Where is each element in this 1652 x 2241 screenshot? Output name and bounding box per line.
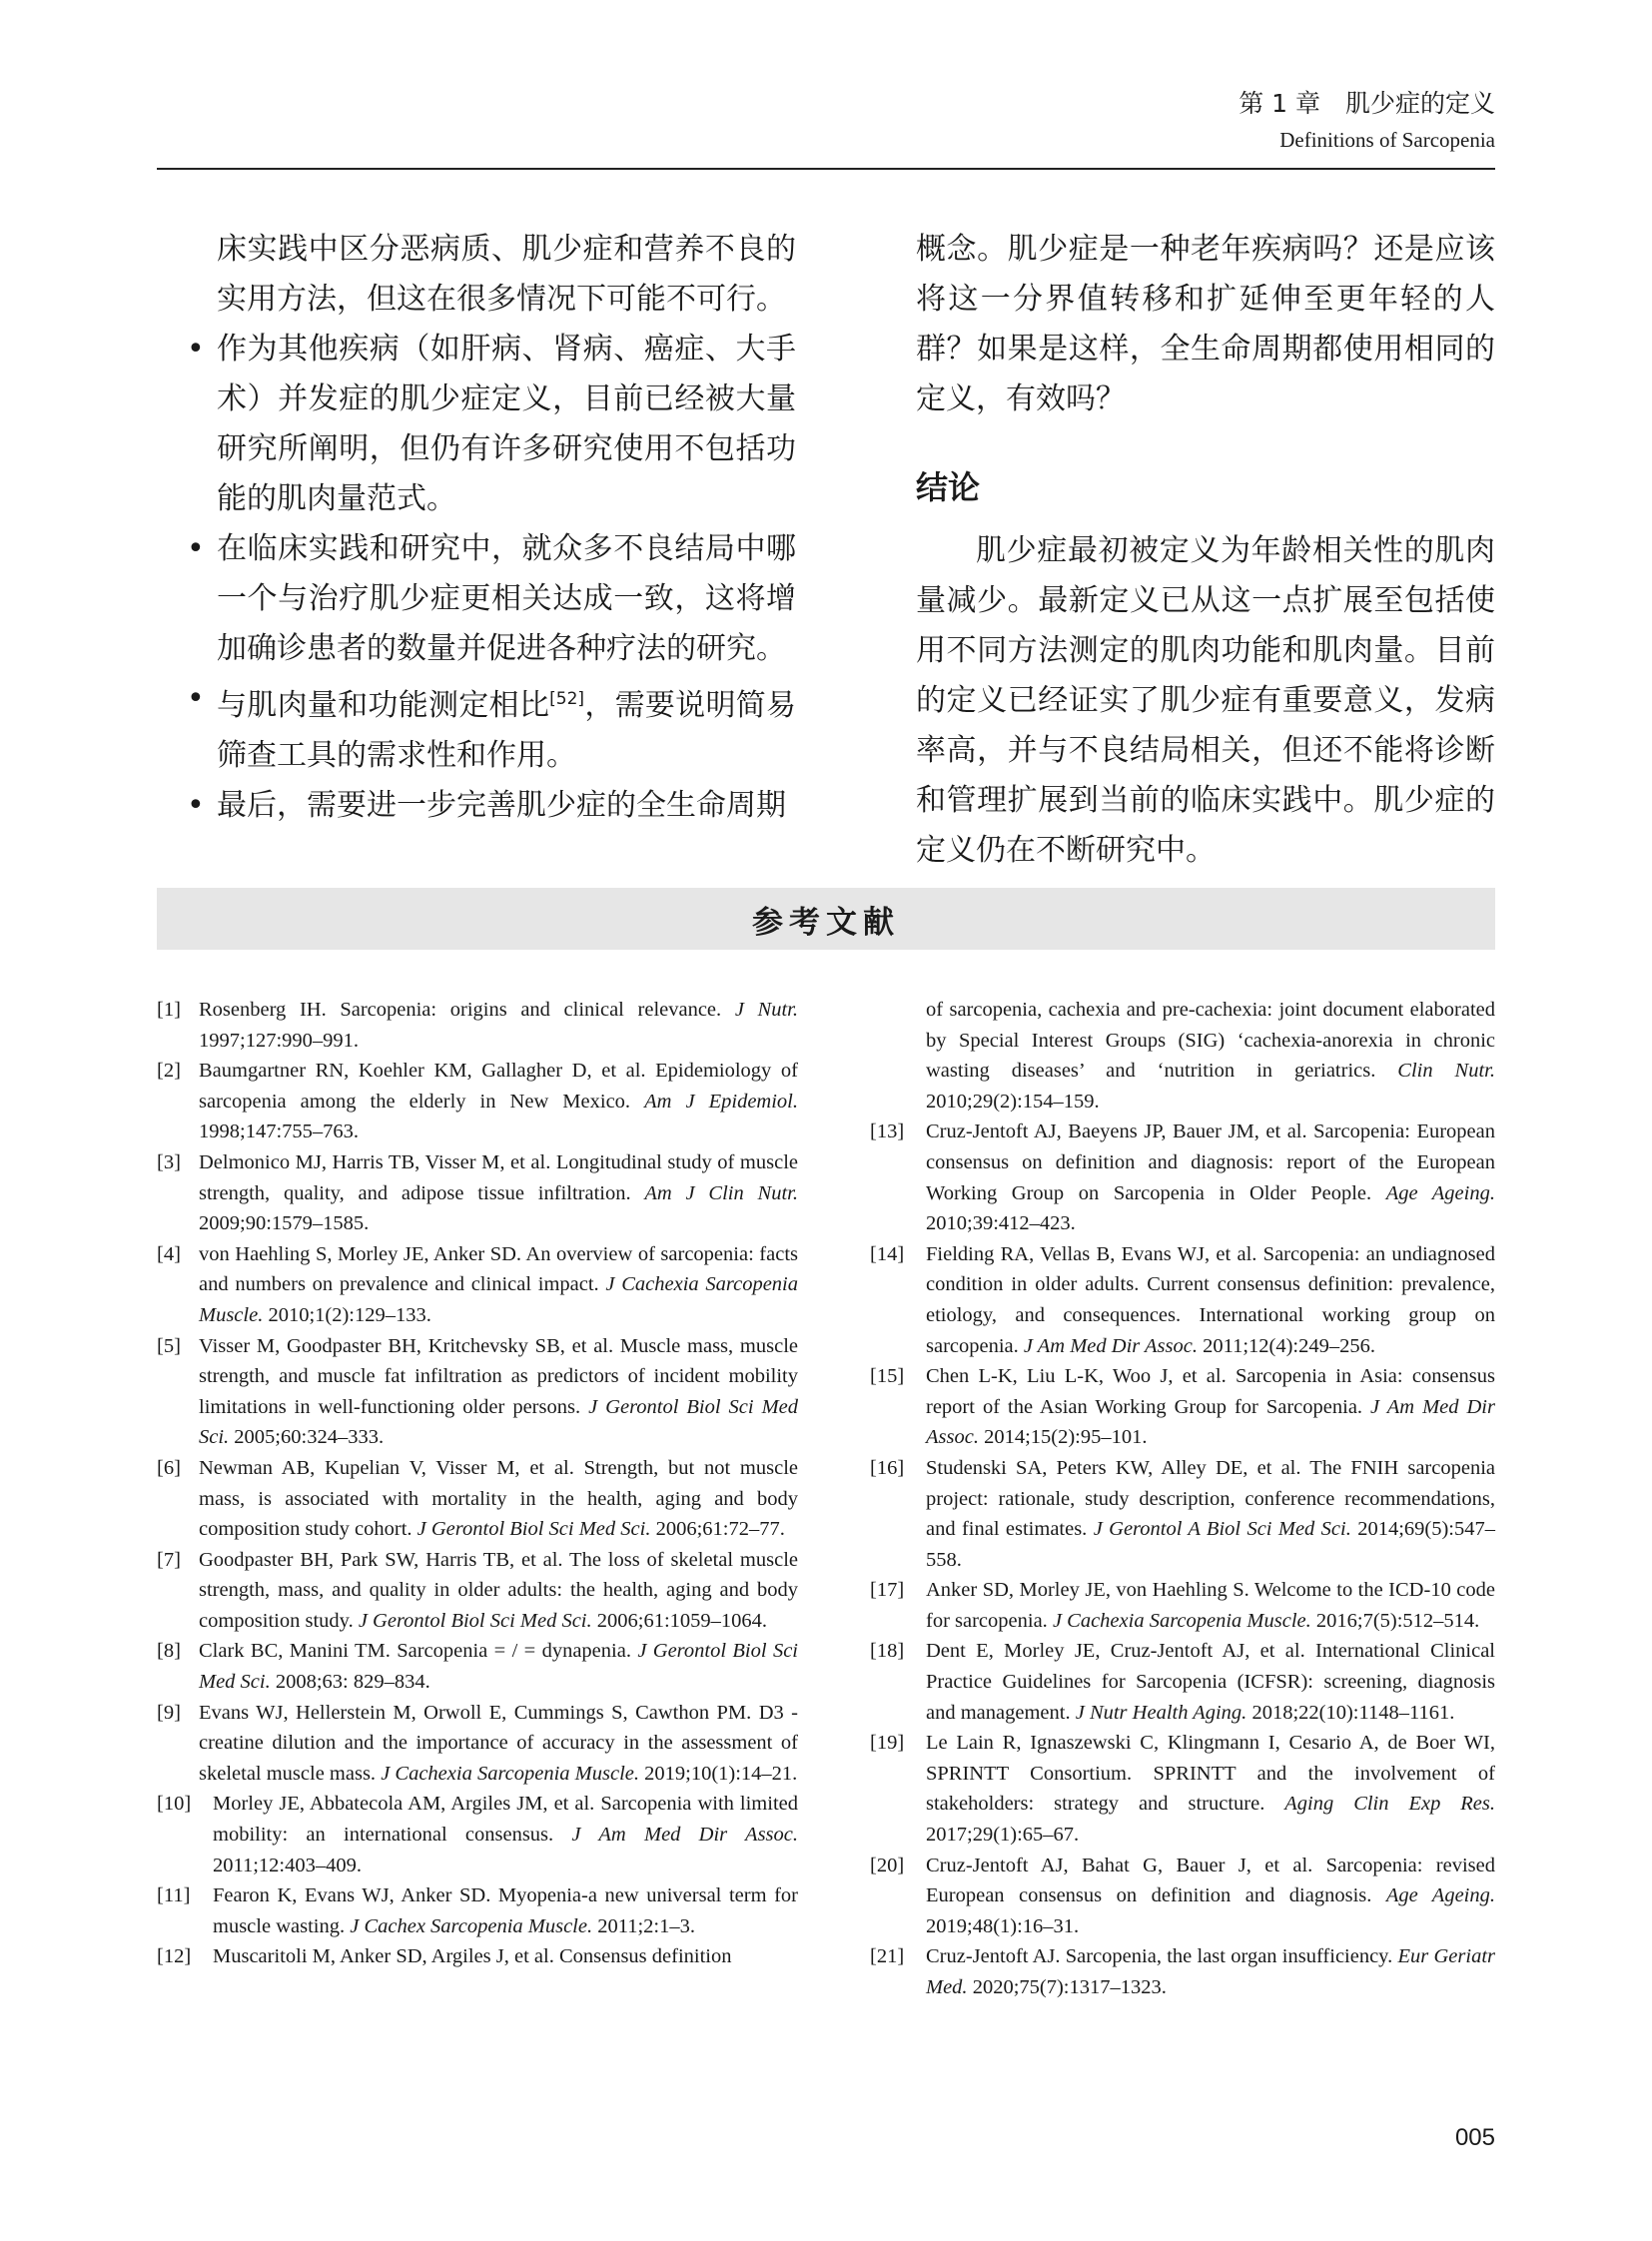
bullet-text: 与肌肉量和功能测定相比	[217, 688, 550, 723]
reference-journal: J Cachexia Sarcopenia Muscle.	[381, 1762, 640, 1785]
reference-journal: Aging Clin Exp Res.	[1284, 1793, 1495, 1816]
bullet-item	[157, 674, 796, 781]
reference-journal: J Nutr Health Aging.	[1075, 1701, 1247, 1724]
reference-entry	[870, 1636, 1495, 1728]
reference-journal: J Gerontol Biol Sci Med Sci.	[199, 1395, 799, 1449]
reference-entry	[870, 1728, 1495, 1850]
reference-text: Studenski SA, Peters KW, Alley DE, et al. The FNIH sarcopenia project: rationale, study description, conference recommendations, and final estimates.	[926, 1456, 1495, 1541]
reference-entry	[157, 1789, 798, 1880]
bullet-icon: •	[187, 332, 205, 367]
reference-text: Cruz-Jentoft AJ, Bahat G, Bauer J, et al. Sarcopenia: revised European consensus on definition and diagnosis.	[926, 1854, 1495, 1907]
reference-number: [19]	[870, 1732, 905, 1755]
reference-citation-details: 2006;61:72–77.	[650, 1518, 785, 1541]
reference-citation-details: 2018;22(10):1148–1161.	[1246, 1701, 1455, 1724]
continued-paragraph: 床实践中区分恶病质、肌少症和营养不良的实用方法，但这在很多情况下可能不可行。	[217, 232, 796, 317]
reference-citation-details: 2010;29(2):154–159.	[926, 1090, 1100, 1113]
chapter-title-en: Definitions of Sarcopenia	[1279, 128, 1495, 152]
reference-journal: J Gerontol Biol Sci Med Sci.	[199, 1640, 798, 1694]
reference-text: Muscaritoli M, Anker SD, Argiles J, et al. Consensus definition	[213, 1945, 732, 1968]
reference-entry	[157, 1453, 798, 1545]
reference-number: [17]	[870, 1579, 905, 1602]
reference-citation-details: 2017;29(1):65–67.	[926, 1824, 1080, 1847]
reference-journal: Am J Clin Nutr.	[644, 1181, 798, 1204]
reference-text: Clark BC, Manini TM. Sarcopenia = / = dynapenia.	[199, 1640, 638, 1663]
reference-text: Baumgartner RN, Koehler KM, Gallagher D, et al. Epidemiology of sarcopenia among the elderly in New Mexico.	[199, 1060, 798, 1113]
reference-number: [5]	[157, 1334, 181, 1357]
body-text	[157, 225, 1495, 868]
reference-number: [3]	[157, 1150, 181, 1173]
reference-journal: J Cachexia Sarcopenia Muscle.	[199, 1273, 798, 1326]
reference-entry	[870, 1453, 1495, 1575]
bullet-item	[157, 524, 796, 674]
reference-number: [10]	[157, 1793, 192, 1816]
reference-journal: J Nutr.	[734, 999, 798, 1021]
reference-text: Anker SD, Morley JE, von Haehling S. Welcome to the ICD-10 code for sarcopenia.	[926, 1579, 1495, 1632]
reference-journal: J Cachexia Sarcopenia Muscle.	[1052, 1609, 1311, 1632]
bullet-text: 在临床实践和研究中，就众多不良结局中哪一个与治疗肌少症更相关达成一致，这将增加确诊患者的数量并促进各种疗法的研究。	[217, 531, 796, 666]
reference-citation-details: 2006;61:1059–1064.	[591, 1609, 768, 1632]
reference-citation-details: 2014;15(2):95–101.	[978, 1426, 1148, 1449]
reference-entry	[870, 995, 1495, 1117]
reference-number: [6]	[157, 1456, 181, 1479]
bullet-icon: •	[187, 788, 205, 823]
reference-citation-details: 2008;63: 829–834.	[270, 1671, 430, 1694]
reference-citation-details: 2010;39:412–423.	[926, 1212, 1076, 1235]
reference-journal: J Gerontol Biol Sci Med Sci.	[416, 1518, 651, 1541]
bullet-icon: •	[187, 681, 205, 716]
reference-number: [9]	[157, 1701, 181, 1724]
reference-number: [20]	[870, 1854, 905, 1876]
reference-number: [14]	[870, 1242, 905, 1265]
reference-text: of sarcopenia, cachexia and pre-cachexia: joint document elaborated by Special Interest Groups (SIG) ‘cachexia-anorexia in chronic wasting diseases’ and ‘nutrition in geriatrics.	[926, 999, 1495, 1083]
bullet-item	[157, 781, 796, 831]
reference-journal: J Cachex Sarcopenia Muscle.	[350, 1914, 593, 1937]
bullet-text: 作为其他疾病（如肝病、肾病、癌症、大手术）并发症的肌少症定义，目前已经被大量研究所阐明，但仍有许多研究使用不包括功能的肌肉量范式。	[217, 332, 796, 516]
reference-column-right	[870, 995, 1495, 2003]
reference-citation-details: 2011;12(4):249–256.	[1197, 1334, 1375, 1357]
reference-text: Cruz-Jentoft AJ. Sarcopenia, the last organ insufficiency.	[926, 1945, 1398, 1968]
chapter-title-cn: 第 1 章 肌少症的定义	[1239, 89, 1495, 118]
reference-number: [12]	[157, 1945, 192, 1968]
reference-citation-details: 1998;147:755–763.	[199, 1120, 360, 1143]
reference-journal: J Gerontol A Biol Sci Med Sci.	[1093, 1518, 1351, 1541]
reference-entry	[157, 1056, 798, 1147]
reference-citation-details: 2005;60:324–333.	[229, 1426, 385, 1449]
reference-entry	[870, 1239, 1495, 1361]
reference-text: Fearon K, Evans WJ, Anker SD. Myopenia-a new universal term for muscle wasting.	[213, 1884, 798, 1937]
reference-number: [11]	[157, 1884, 191, 1907]
reference-entry	[157, 1880, 798, 1941]
reference-number: [8]	[157, 1640, 181, 1663]
reference-number: [1]	[157, 999, 181, 1021]
bullet-text: ，需要说明简易筛查工具的需求性和作用。	[217, 688, 797, 773]
reference-citation-details: 2014;69(5):547–558.	[926, 1518, 1496, 1571]
section-heading-conclusion: 结论	[916, 468, 981, 506]
reference-journal: Am J Epidemiol.	[644, 1090, 798, 1113]
reference-journal: Eur Geriatr Med.	[926, 1945, 1496, 1998]
reference-entry	[870, 1851, 1495, 1942]
running-header	[157, 80, 1495, 170]
bullet-item	[157, 325, 796, 524]
continued-paragraph: 概念。肌少症是一种老年疾病吗？还是应该将这一分界值转移和扩延伸至更年轻的人群？如果是这样，全生命周期都使用相同的定义，有效吗？	[916, 232, 1495, 416]
conclusion-paragraph: 肌少症最初被定义为年龄相关性的肌肉量减少。最新定义已从这一点扩展至包括使用不同方法测定的肌肉功能和肌肉量。目前的定义已经证实了肌少症有重要意义，发病率高，并与不良结局相关，但还不能将诊断和管理扩展到当前的临床实践中。肌少症的定义仍在不断研究中。	[916, 533, 1495, 868]
reference-entry	[870, 1575, 1495, 1636]
reference-entry	[157, 995, 798, 1056]
reference-number: [4]	[157, 1242, 181, 1265]
reference-text: Visser M, Goodpaster BH, Kritchevsky SB, et al. Muscle mass, muscle strength, and muscle fat infiltration as predictors of incident mobility limitations in well-functioning older persons.	[199, 1334, 798, 1418]
reference-number: [15]	[870, 1365, 905, 1388]
reference-journal: J Gerontol Biol Sci Med Sci.	[358, 1609, 592, 1632]
reference-text: Delmonico MJ, Harris TB, Visser M, et al. Longitudinal study of muscle strength, quality, and adipose tissue infiltration.	[199, 1150, 798, 1204]
reference-citation-details: 1997;127:990–991.	[199, 1029, 360, 1052]
reference-entry	[157, 1331, 798, 1453]
reference-text: Le Lain R, Ignaszewski C, Klingmann I, Cesario A, de Boer WI, SPRINTT Consortium. SPRINTT and the involvement of stakeholders: strategy and structure.	[926, 1732, 1495, 1816]
bullet-icon: •	[187, 531, 205, 566]
citation-superscript: [52]	[549, 689, 585, 709]
reference-entry	[157, 1941, 798, 1972]
bullet-text: 最后，需要进一步完善肌少症的全生命周期	[217, 788, 786, 823]
reference-text: Goodpaster BH, Park SW, Harris TB, et al. The loss of skeletal muscle strength, mass, and quality in older adults: the health, aging and body composition study.	[199, 1548, 798, 1632]
reference-number: [13]	[870, 1120, 905, 1143]
reference-journal: J Am Med Dir Assoc.	[926, 1395, 1495, 1449]
reference-citation-details: 2016;7(5):512–514.	[1310, 1609, 1480, 1632]
reference-list	[157, 995, 1495, 2083]
references-title: 参考文献	[752, 904, 900, 941]
reference-entry	[157, 1147, 798, 1239]
reference-citation-details: 2011;12:403–409.	[213, 1854, 363, 1876]
reference-column-left	[157, 995, 798, 1972]
reference-text: Fielding RA, Vellas B, Evans WJ, et al. Sarcopenia: an undiagnosed condition in older adults. Current consensus definition: prevalence, etiology, and consequences. International working group on sarcopenia.	[926, 1242, 1495, 1357]
reference-journal: J Am Med Dir Assoc.	[571, 1824, 798, 1847]
reference-text: Dent E, Morley JE, Cruz-Jentoft AJ, et al. International Clinical Practice Guidelines for Sarcopenia (ICFSR): screening, diagnosis and management.	[926, 1640, 1495, 1724]
reference-text: Morley JE, Abbatecola AM, Argiles JM, et al. Sarcopenia with limited mobility: an international consensus.	[213, 1793, 798, 1847]
reference-text: Rosenberg IH. Sarcopenia: origins and clinical relevance.	[199, 999, 735, 1021]
reference-text: Cruz-Jentoft AJ, Baeyens JP, Bauer JM, et al. Sarcopenia: European consensus on definition and diagnosis: report of the European Working Group on Sarcopenia in Older People.	[926, 1120, 1495, 1204]
reference-number: [18]	[870, 1640, 905, 1663]
body-column-right	[916, 225, 1495, 876]
reference-citation-details: 2010;1(2):129–133.	[263, 1303, 431, 1326]
body-column-left	[157, 225, 796, 831]
page-number: 005	[1454, 2124, 1495, 2151]
reference-number: [21]	[870, 1945, 905, 1968]
reference-text: Evans WJ, Hellerstein M, Orwoll E, Cummings S, Cawthon PM. D3 -creatine dilution and the importance of accuracy in the assessment of skeletal muscle mass.	[199, 1701, 798, 1785]
reference-entry	[157, 1545, 798, 1637]
reference-entry	[157, 1636, 798, 1697]
reference-number: [7]	[157, 1548, 181, 1571]
reference-citation-details: 2011;2:1–3.	[592, 1914, 695, 1937]
reference-journal: Clin Nutr.	[1397, 1060, 1496, 1083]
reference-citation-details: 2019;10(1):14–21.	[639, 1762, 798, 1785]
reference-number: [16]	[870, 1456, 905, 1479]
reference-entry	[870, 1941, 1495, 2002]
reference-entry	[870, 1117, 1495, 1238]
reference-entry	[870, 1361, 1495, 1453]
reference-text: Newman AB, Kupelian V, Visser M, et al. Strength, but not muscle mass, is associated with mortality in the health, aging and body composition study cohort.	[199, 1456, 798, 1541]
reference-citation-details: 2009;90:1579–1585.	[199, 1212, 370, 1235]
reference-text: Chen L-K, Liu L-K, Woo J, et al. Sarcopenia in Asia: consensus report of the Asian Working Group for Sarcopenia.	[926, 1365, 1495, 1418]
references-title-band	[157, 888, 1495, 950]
reference-number: [2]	[157, 1060, 181, 1083]
reference-journal: Age Ageing.	[1385, 1181, 1495, 1204]
reference-entry	[157, 1239, 798, 1331]
reference-journal: Age Ageing.	[1385, 1884, 1495, 1907]
reference-text: von Haehling S, Morley JE, Anker SD. An overview of sarcopenia: facts and numbers on prevalence and clinical impact.	[199, 1242, 798, 1296]
reference-journal: J Am Med Dir Assoc.	[1023, 1334, 1198, 1357]
reference-citation-details: 2020;75(7):1317–1323.	[967, 1976, 1167, 1998]
reference-citation-details: 2019;48(1):16–31.	[926, 1914, 1080, 1937]
reference-entry	[157, 1698, 798, 1790]
